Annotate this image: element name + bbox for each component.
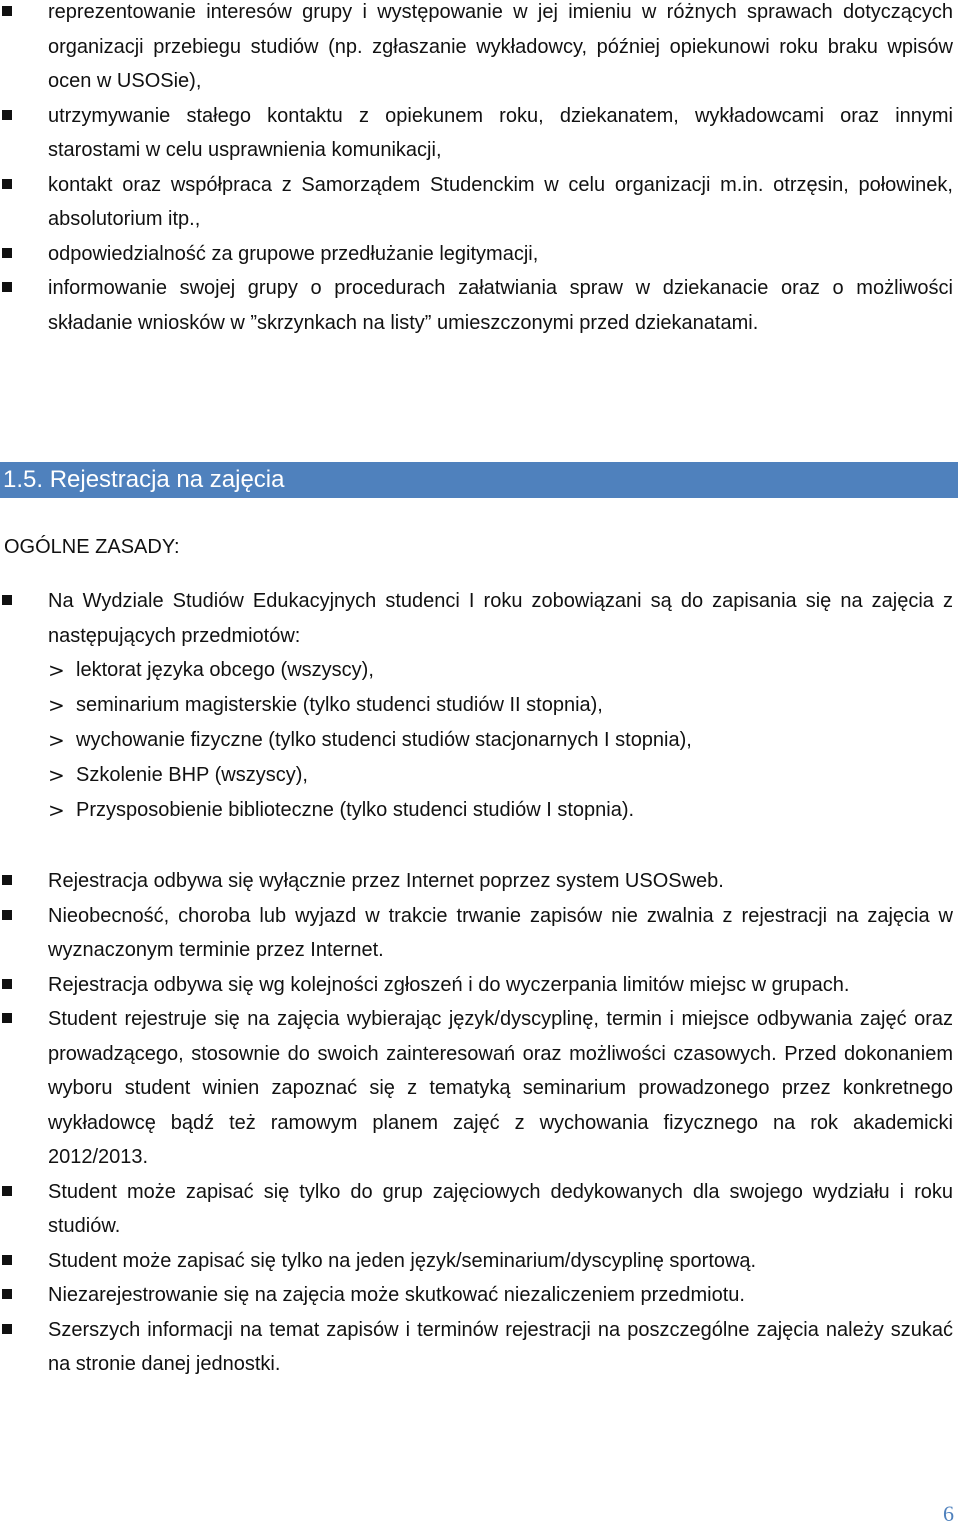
- square-bullet-icon: [2, 282, 12, 292]
- subject-text: Szkolenie BHP (wszyscy),: [76, 764, 308, 786]
- square-bullet-icon: [2, 248, 12, 258]
- list-item-text: odpowiedzialność za grupowe przedłużanie legitymacji,: [48, 242, 539, 265]
- registration-intro-text: Na Wydziale Studiów Edukacyjnych studenci I roku zobowiązani są do zapisania się na zajęcia z następujących przedmiotów:: [48, 590, 953, 647]
- square-bullet-icon: [2, 110, 12, 120]
- subject-item: [48, 688, 953, 723]
- list-item: [0, 584, 960, 828]
- greater-than-bullet-icon: >: [48, 763, 65, 787]
- list-item: [0, 168, 960, 237]
- rule-text: Rejestracja odbywa się wg kolejności zgłoszeń i do wyczerpania limitów miejsc w grupach.: [48, 973, 850, 996]
- rule-item: [0, 1313, 960, 1382]
- rule-item: [0, 864, 960, 899]
- subject-text: seminarium magisterskie (tylko studenci studiów II stopnia),: [76, 694, 603, 716]
- registration-intro-list: [0, 584, 960, 828]
- rule-text: Student rejestruje się na zajęcia wybierając język/dyscyplinę, termin i miejsce odbywania zajęć oraz prowadzącego, stosownie do swoich zainteresowań oraz możliwości czasowych. Przed dokonaniem wyboru student winien zapoznać się z tematyką seminarium prowadzonego przez konkretnego wykładowcę bądź też ramowym planem zajęć z wychowania fizycznego na rok akademicki 2012/2013.: [48, 1008, 953, 1168]
- list-item-text: reprezentowanie interesów grupy i występowanie w jej imieniu w różnych sprawach dotyczących organizacji przebiegu studiów (np. zgłaszanie wykładowcy, później opiekunowi roku braku wpisów ocen w USOSie),: [48, 1, 953, 92]
- square-bullet-icon: [2, 1186, 12, 1196]
- subject-item: [48, 723, 953, 758]
- page-number: 6: [943, 1501, 954, 1526]
- greater-than-bullet-icon: >: [48, 728, 65, 752]
- rule-item: [0, 1002, 960, 1175]
- rules-list: [0, 864, 960, 1382]
- greater-than-bullet-icon: >: [48, 658, 65, 682]
- square-bullet-icon: [2, 910, 12, 920]
- rule-text: Nieobecność, choroba lub wyjazd w trakcie trwanie zapisów nie zwalnia z rejestracji na zajęcia w wyznaczonym terminie przez Internet.: [48, 904, 953, 961]
- rule-item: [0, 899, 960, 968]
- list-item-text: kontakt oraz współpraca z Samorządem Studenckim w celu organizacji m.in. otrzęsin, połowinek, absolutorium itp.,: [48, 173, 953, 230]
- rule-item: [0, 1278, 960, 1313]
- list-item: [0, 99, 960, 168]
- square-bullet-icon: [2, 875, 12, 885]
- rule-text: Student może zapisać się tylko na jeden język/seminarium/dyscyplinę sportową.: [48, 1249, 757, 1272]
- square-bullet-icon: [2, 179, 12, 189]
- subject-item: [48, 653, 953, 688]
- square-bullet-icon: [2, 979, 12, 989]
- rule-text: Niezarejestrowanie się na zajęcia może skutkować niezaliczeniem przedmiotu.: [48, 1284, 745, 1306]
- square-bullet-icon: [2, 1013, 12, 1023]
- rule-text: Rejestracja odbywa się wyłącznie przez Internet poprzez system USOSweb.: [48, 870, 724, 892]
- square-bullet-icon: [2, 1255, 12, 1265]
- square-bullet-icon: [2, 595, 12, 605]
- subject-text: lektorat języka obcego (wszyscy),: [76, 659, 374, 681]
- rule-text: Student może zapisać się tylko do grup zajęciowych dedykowanych dla swojego wydziału i roku studiów.: [48, 1180, 953, 1237]
- list-item: [0, 271, 960, 340]
- section-title: 1.5. Rejestracja na zajęcia: [0, 462, 958, 498]
- square-bullet-icon: [2, 6, 12, 16]
- list-item: [0, 0, 960, 99]
- rule-text: Szerszych informacji na temat zapisów i terminów rejestracji na poszczególne zajęcia należy szukać na stronie danej jednostki.: [48, 1318, 953, 1375]
- square-bullet-icon: [2, 1289, 12, 1299]
- subject-item: [48, 758, 953, 793]
- rule-item: [0, 1175, 960, 1244]
- greater-than-bullet-icon: >: [48, 798, 65, 822]
- rule-item: [0, 1244, 960, 1279]
- list-item-text: utrzymywanie stałego kontaktu z opiekunem roku, dziekanatem, wykładowcami oraz innymi starostami w celu usprawnienia komunikacji,: [48, 104, 953, 161]
- square-bullet-icon: [2, 1324, 12, 1334]
- list-item: [0, 237, 960, 272]
- greater-than-bullet-icon: >: [48, 693, 65, 717]
- list-item-text: informowanie swojej grupy o procedurach załatwiania spraw w dziekanacie oraz o możliwości składanie wniosków w ”skrzynkach na listy” umieszczonymi przed dziekanatami.: [48, 277, 953, 334]
- subject-item: [48, 793, 953, 828]
- responsibilities-list: [0, 0, 960, 340]
- general-rules-heading: OGÓLNE ZASADY:: [4, 536, 180, 558]
- subjects-list: [48, 653, 953, 828]
- subject-text: wychowanie fizyczne (tylko studenci studiów stacjonarnych I stopnia),: [76, 729, 692, 751]
- rule-item: [0, 968, 960, 1003]
- subject-text: Przysposobienie biblioteczne (tylko studenci studiów I stopnia).: [76, 799, 635, 821]
